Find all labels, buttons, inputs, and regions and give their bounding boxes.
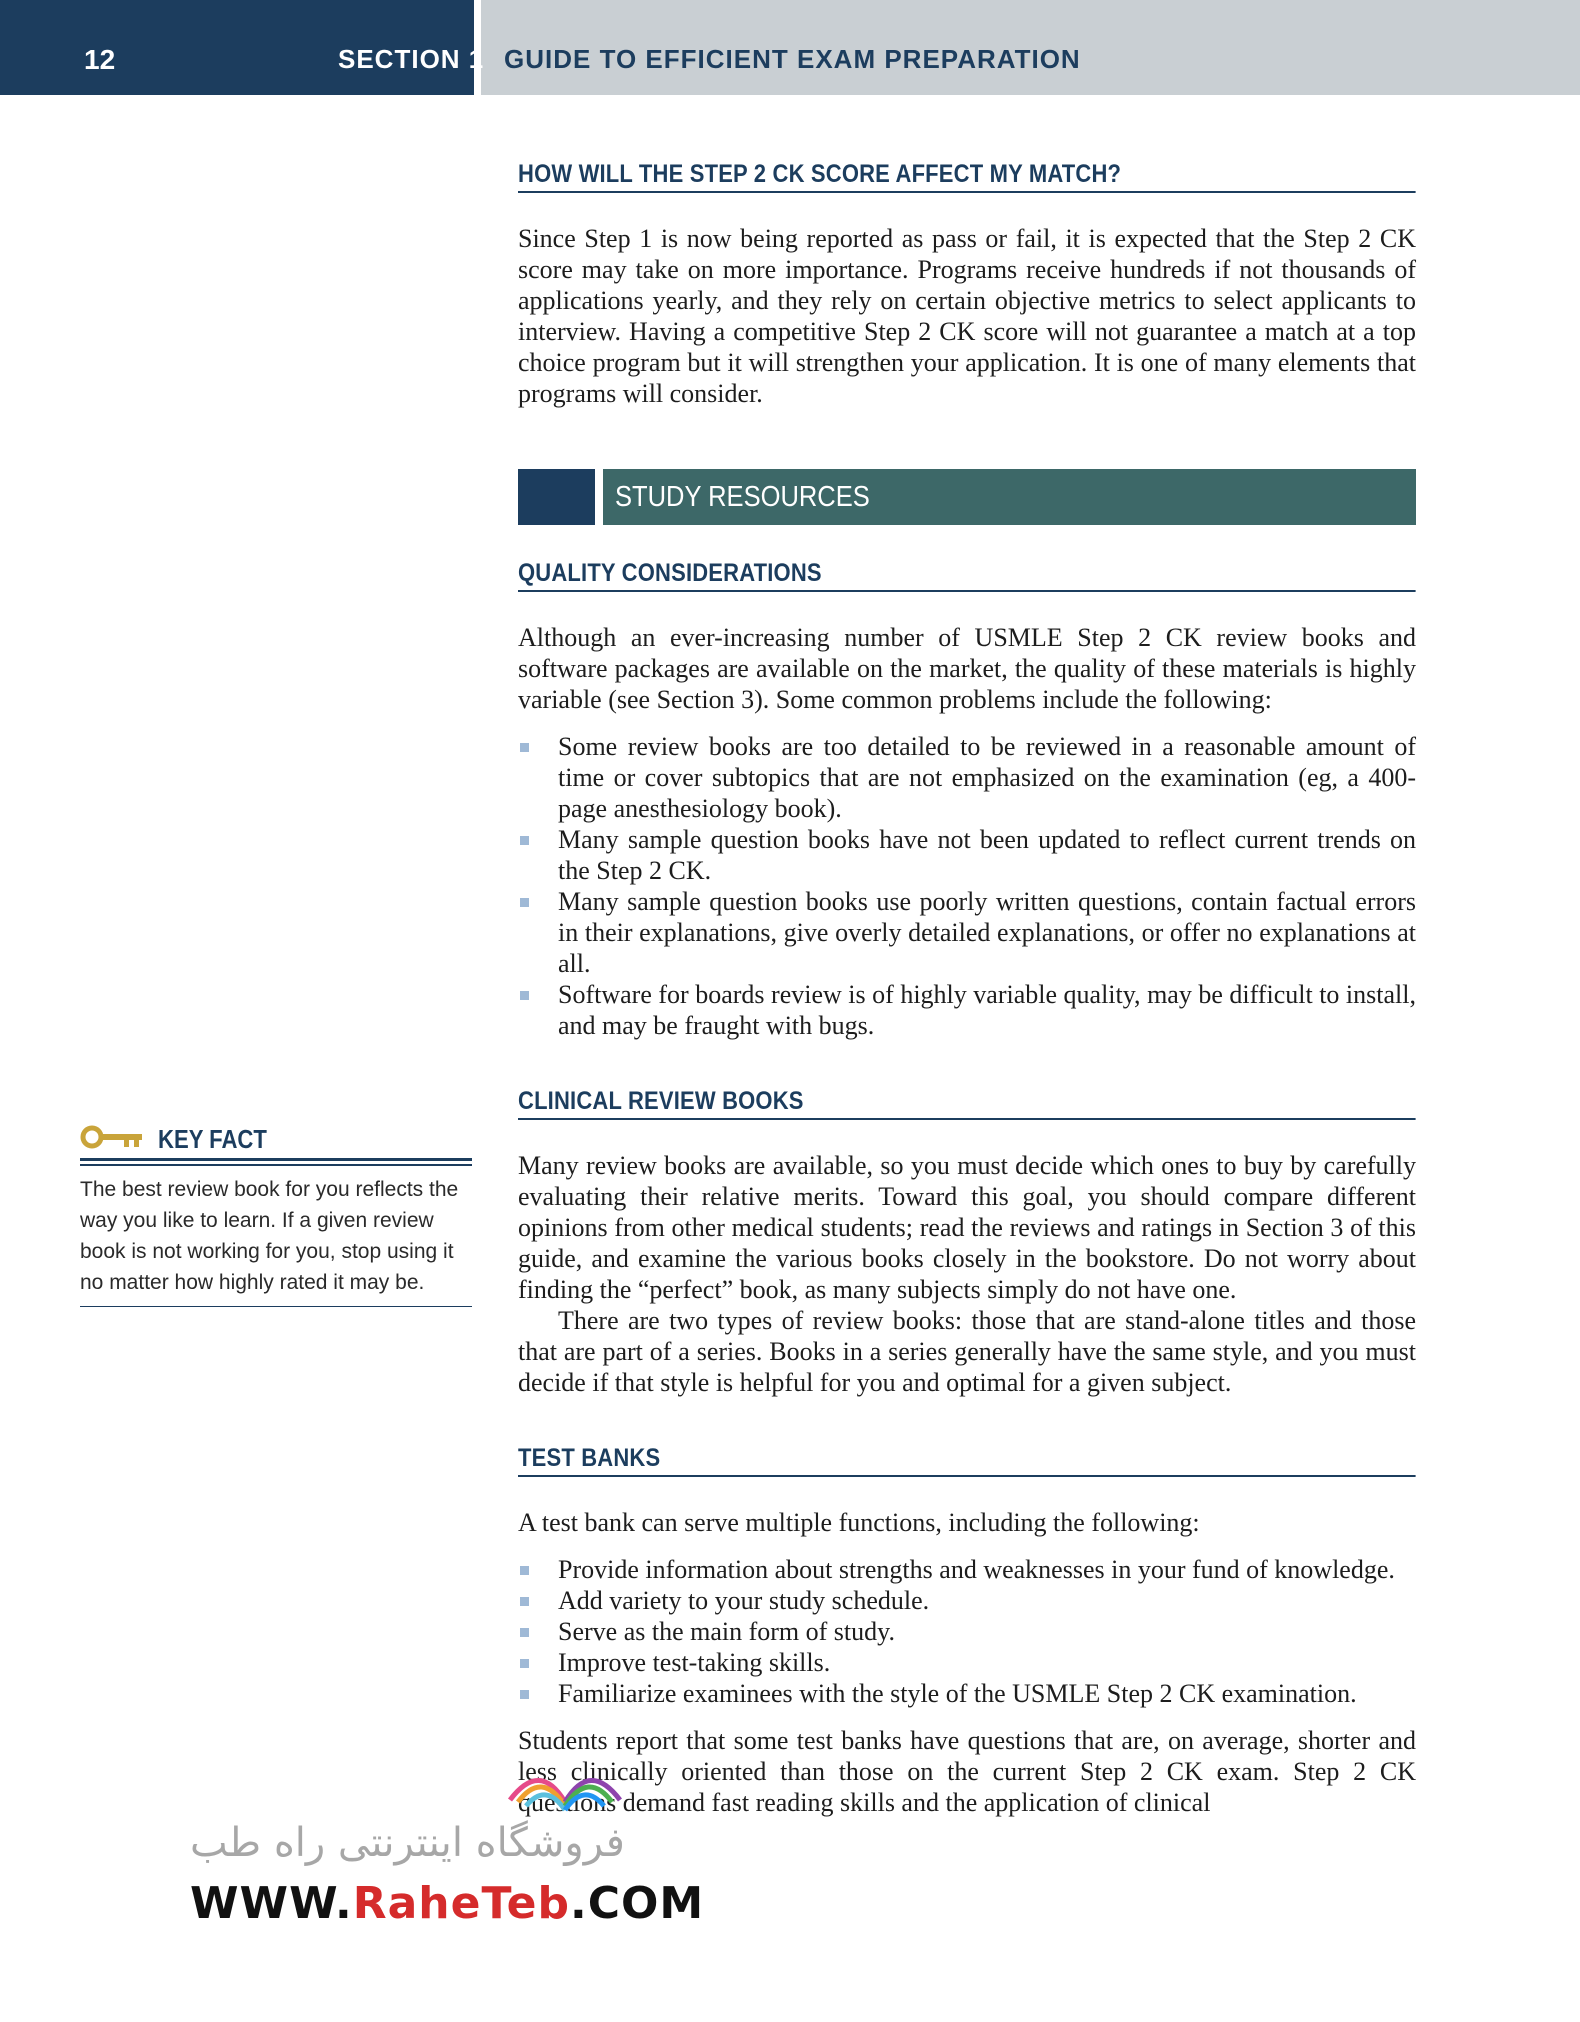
band-title: STUDY RESOURCES — [615, 481, 870, 513]
band-square — [518, 469, 595, 525]
list-item: Serve as the main form of study. — [518, 1616, 1416, 1647]
match-heading: HOW WILL THE STEP 2 CK SCORE AFFECT MY MATCH? — [518, 160, 1416, 193]
book-logo-icon — [500, 1740, 630, 1830]
match-paragraph: Since Step 1 is now being reported as pass or fail, it is expected that the Step 2 CK score may take on more importance. Programs receive hundreds if not thousands of applications yearly, and they rely on certain objective metrics to select applicants to interview. Having a competitive Step 2 CK score will not guarantee a match at a top choice program but it will strengthen your application. It is one of many elements that programs will consider. — [518, 224, 1416, 408]
watermark — [180, 1740, 705, 1940]
list-item: Improve test-taking skills. — [518, 1647, 1416, 1678]
list-item: Some review books are too detailed to be reviewed in a reasonable amount of time or cover subtopics that are not emphasized on the examination (eg, a 400-page anesthesiology book). — [518, 731, 1416, 824]
list-item: Software for boards review is of highly variable quality, may be difficult to install, and may be fraught with bugs. — [518, 979, 1416, 1041]
quality-intro: Although an ever-increasing number of USMLE Step 2 CK review books and software packages are available on the market, the quality of these materials is highly variable (see Section 3). Some common problems include the following: — [518, 623, 1416, 714]
clinical-paragraph-2: There are two types of review books: those that are stand-alone titles and those that are part of a series. Books in a series generally have the same style, and you must decide if that style is helpful for you and optimal for a given subject. — [518, 1306, 1416, 1397]
study-resources-band — [518, 469, 1416, 525]
list-item: Many sample question books use poorly written questions, contain factual errors in their explanations, give overly detailed explanations, or offer no explanations at all. — [518, 886, 1416, 979]
list-item: Many sample question books have not been updated to reflect current trends on the Step 2 CK. — [518, 824, 1416, 886]
page-number: 12 — [84, 44, 116, 75]
chapter-title: GUIDE TO EFFICIENT EXAM PREPARATION — [504, 44, 1081, 74]
clinical-heading: CLINICAL REVIEW BOOKS — [518, 1087, 1416, 1120]
list-item: Add variety to your study schedule. — [518, 1585, 1416, 1616]
watermark-persian: فروشگاه اینترنتی راه طب — [190, 1820, 625, 1866]
key-fact-header — [80, 1123, 472, 1161]
section-label: SECTION 1 — [338, 44, 485, 74]
quality-heading: QUALITY CONSIDERATIONS — [518, 559, 1416, 592]
key-icon — [80, 1123, 144, 1156]
clinical-paragraph-1: Many review books are available, so you must decide which ones to buy by carefully evaluating their relative merits. Toward this goal, you should compare different opinions from other medical students; read the reviews and ratings in Section 3 of this guide, and examine the various books closely in the bookstore. Do not worry about finding the “perfect” book, as many subjects simply do not have one. — [518, 1151, 1416, 1304]
quality-list — [518, 731, 1416, 1041]
watermark-url: WWW.RaheTeb.COM — [190, 1878, 705, 1929]
list-item: Familiarize examinees with the style of the USMLE Step 2 CK examination. — [518, 1678, 1416, 1709]
test-banks-intro: A test bank can serve multiple functions, including the following: — [518, 1508, 1200, 1537]
band-bar — [603, 469, 1416, 525]
main-column — [518, 160, 1416, 1818]
key-fact-text: The best review book for you reflects the way you like to learn. If a given review book is not working for you, stop using it no matter how highly rated it may be. — [80, 1166, 472, 1307]
list-item: Provide information about strengths and weaknesses in your fund of knowledge. — [518, 1554, 1416, 1585]
test-banks-heading: TEST BANKS — [518, 1444, 1416, 1477]
key-fact-title: KEY FACT — [158, 1124, 267, 1154]
key-fact-box — [80, 1123, 472, 1307]
test-banks-list — [518, 1554, 1416, 1709]
test-banks-paragraph: Students report that some test banks have questions that are, on average, shorter and less clinically oriented than those on the current Step 2 CK exam. Step 2 CK questions demand fast reading skills and the application of clinical — [518, 1726, 1416, 1817]
